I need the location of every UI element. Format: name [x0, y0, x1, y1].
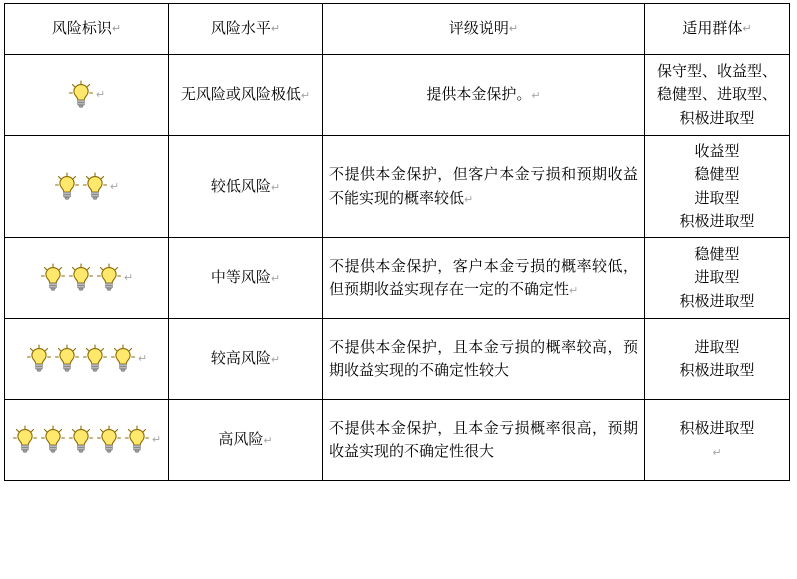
- table-row: [5, 400, 790, 481]
- paragraph-mark: ↵: [742, 22, 752, 36]
- target-group-cell: [645, 400, 790, 481]
- rating-desc-cell: [323, 238, 645, 319]
- paragraph-mark: ↵: [464, 192, 474, 206]
- lightbulb-icon: [96, 425, 122, 455]
- header-risk-level-label: 风险水平: [210, 19, 271, 38]
- rating-desc-text: 不提供本金保护，客户本金亏损的概率较低，但预期收益实现存在一定的不确定性: [329, 256, 638, 298]
- risk-level-text: 高风险: [218, 430, 264, 449]
- lightbulb-icon: [68, 80, 94, 110]
- target-group-line: 积极进取型: [679, 418, 755, 437]
- table-row: [5, 55, 790, 136]
- lightbulb-icon: [68, 425, 94, 455]
- paragraph-mark: ↵: [151, 433, 162, 447]
- risk-mark-cell: [5, 319, 169, 400]
- paragraph-mark: ↵: [508, 22, 519, 36]
- document-page: [0, 3, 797, 579]
- rating-desc-text: 不提供本金保护，但客户本金亏损和预期收益不能实现的概率较低: [329, 165, 638, 207]
- paragraph-mark: ↵: [123, 271, 134, 285]
- lightbulb-icon: [124, 425, 150, 455]
- paragraph-mark: ↵: [270, 272, 281, 286]
- target-group-line: 稳健型: [694, 165, 740, 184]
- target-group-line: 积极进取型: [679, 211, 755, 230]
- lightbulb-icon: [12, 425, 38, 455]
- paragraph-mark: ↵: [95, 88, 106, 102]
- bulb-group: [11, 140, 162, 233]
- paragraph-mark: ↵: [712, 446, 722, 459]
- target-group-line: 积极进取型: [679, 291, 755, 310]
- risk-mark-cell: [5, 400, 169, 481]
- paragraph-mark: ↵: [263, 434, 273, 448]
- target-group-line: 进取型: [694, 268, 740, 287]
- paragraph-mark: ↵: [270, 353, 281, 367]
- header-target-group-label: 适用群体: [682, 19, 743, 38]
- lightbulb-icon: [82, 344, 108, 374]
- bulb-group: [11, 404, 162, 476]
- table-header-row: [5, 4, 790, 55]
- bulb-group: [11, 59, 162, 131]
- header-target-group: [645, 4, 790, 55]
- risk-mark-cell: [5, 136, 169, 238]
- target-group-line: 进取型: [694, 337, 740, 356]
- lightbulb-icon: [54, 172, 80, 202]
- lightbulb-icon: [68, 263, 94, 293]
- lightbulb-icon: [82, 172, 108, 202]
- rating-desc-text: 不提供本金保护，且本金亏损概率很高，预期收益实现的不确定性很大: [329, 418, 638, 460]
- paragraph-mark: ↵: [270, 180, 281, 194]
- paragraph-mark: ↵: [109, 179, 120, 193]
- table-row: [5, 238, 790, 319]
- paragraph-mark: ↵: [300, 89, 311, 103]
- target-group-line: 收益型: [694, 142, 740, 160]
- rating-desc-cell: [323, 400, 645, 481]
- lightbulb-icon: [96, 263, 122, 293]
- target-group-line: 积极进取型: [679, 361, 755, 379]
- target-group-cell: [645, 136, 790, 238]
- lightbulb-icon: [26, 344, 52, 374]
- rating-desc-text: 不提供本金保护，且本金亏损的概率较高，预期收益实现的不确定性较大: [329, 337, 638, 379]
- table-body: [5, 55, 790, 481]
- header-risk-mark: [5, 4, 169, 55]
- risk-level-cell: [169, 55, 323, 136]
- lightbulb-icon: [54, 344, 80, 374]
- header-risk-mark-label: 风险标识: [51, 19, 112, 38]
- bulb-group: [11, 323, 162, 395]
- lightbulb-icon: [40, 425, 66, 455]
- table-row: [5, 136, 790, 238]
- risk-level-text: 无风险或风险极低: [180, 85, 301, 104]
- paragraph-mark: ↵: [111, 22, 122, 36]
- rating-desc-cell: [323, 136, 645, 238]
- risk-level-text: 中等风险: [210, 268, 271, 287]
- table-header: [5, 4, 790, 55]
- risk-level-cell: [169, 319, 323, 400]
- bulb-group: [11, 242, 162, 314]
- target-group-line: 积极进取型: [679, 108, 755, 127]
- target-group-line: 保守型、收益型、: [656, 62, 777, 81]
- paragraph-mark: ↵: [137, 352, 148, 366]
- target-group-cell: [645, 238, 790, 319]
- rating-desc-cell: [323, 55, 645, 136]
- target-group-line: 稳健型、进取型、: [656, 85, 777, 104]
- paragraph-mark: ↵: [270, 22, 281, 36]
- lightbulb-icon: [110, 344, 136, 374]
- lightbulb-icon: [40, 263, 66, 293]
- risk-level-cell: [169, 136, 323, 238]
- paragraph-mark: ↵: [531, 89, 541, 103]
- header-rating-desc-label: 评级说明: [448, 19, 509, 38]
- paragraph-mark: ↵: [569, 284, 579, 297]
- target-group-cell: [645, 319, 790, 400]
- risk-level-cell: [169, 238, 323, 319]
- risk-mark-cell: [5, 238, 169, 319]
- rating-desc-text: 提供本金保护。: [426, 85, 532, 104]
- target-group-line: 稳健型: [694, 245, 740, 264]
- header-risk-level: [169, 4, 323, 55]
- table-row: [5, 319, 790, 400]
- risk-rating-table: [4, 3, 790, 481]
- header-rating-desc: [323, 4, 645, 55]
- target-group-cell: [645, 55, 790, 136]
- risk-level-text: 较低风险: [210, 176, 271, 195]
- risk-level-cell: [169, 400, 323, 481]
- rating-desc-cell: [323, 319, 645, 400]
- risk-level-text: 较高风险: [210, 349, 271, 368]
- target-group-line: 进取型: [694, 188, 740, 207]
- risk-mark-cell: [5, 55, 169, 136]
